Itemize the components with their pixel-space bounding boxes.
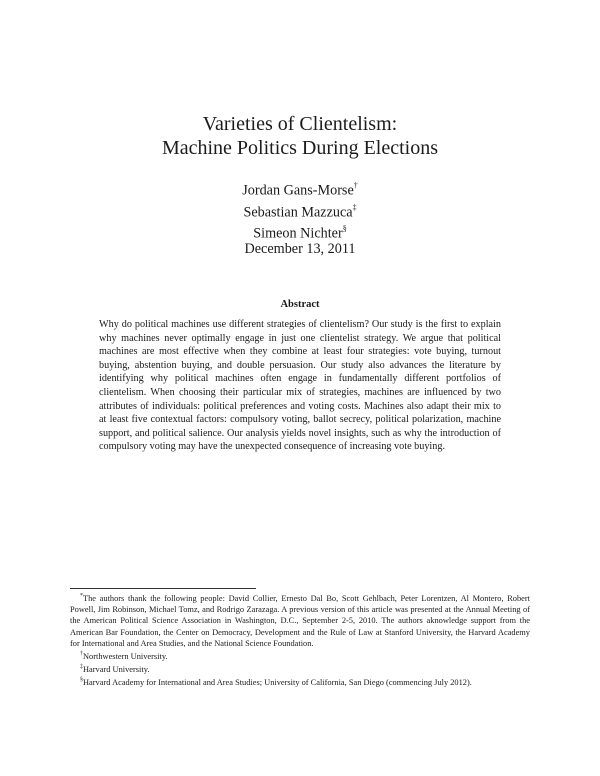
footnote: ‡Harvard University. bbox=[80, 664, 150, 675]
footnote: †Northwestern University. bbox=[80, 651, 168, 662]
author: Simeon Nichter§ bbox=[253, 224, 347, 243]
footnotes bbox=[70, 591, 530, 689]
paper-title bbox=[0, 112, 600, 160]
footnote: *The authors thank the following people: David Collier, Ernesto Dal Bo, Scott Gehlbach, Peter Lorentzen, Al Montero, Robert Powell, Jim Robinson, Michael Tomz, and Rodrigo Zarazaga. A previous version of this article was presented at the Annual Meeting of the American Political Science Association in Washington, D.C., September 2-5, 2010. The authors aknowledge support from the American Bar Foundation, the Center on Democracy, Development and the Rule of Law at Stanford University, the Harvard Academy for International and Area Studies, and the National Science Foundation. bbox=[70, 593, 530, 648]
footnote: §Harvard Academy for International and Area Studies; University of California, San Diego (commencing July 2012). bbox=[80, 677, 472, 688]
paper-date: December 13, 2011 bbox=[244, 241, 356, 257]
author: Sebastian Mazzuca‡ bbox=[243, 202, 357, 221]
footnote-rule bbox=[70, 588, 256, 589]
author-list bbox=[0, 178, 600, 243]
title-line-2: Machine Politics During Elections bbox=[161, 137, 439, 159]
abstract-heading: Abstract bbox=[280, 299, 320, 310]
author: Jordan Gans-Morse† bbox=[242, 181, 358, 199]
abstract-text: Why do political machines use different strategies of clientelism? Our study is the first to explain why machines never optimally engage in just one clientelist strategy. We argue that political machines are most effective when they combine at least four strategies: vote buying, turnout buying, abstention buying, and double persuasion. Our study also advances the literature by identifying why political machines often engage in fundamentally different portfolios of clientelism. When choosing their particular mix of strategies, machines are influenced by two attributes of individuals: political preferences and voting costs. Machines also adapt their mix to at least five contextual factors: compulsory voting, ballot secrecy, political polarization, machine support, and political salience. Our analysis yields novel insights, such as why the introduction of compulsory voting may have the unexpected consequence of increasing vote buying. bbox=[99, 319, 501, 453]
title-line-1: Varieties of Clientelism: bbox=[202, 113, 398, 135]
